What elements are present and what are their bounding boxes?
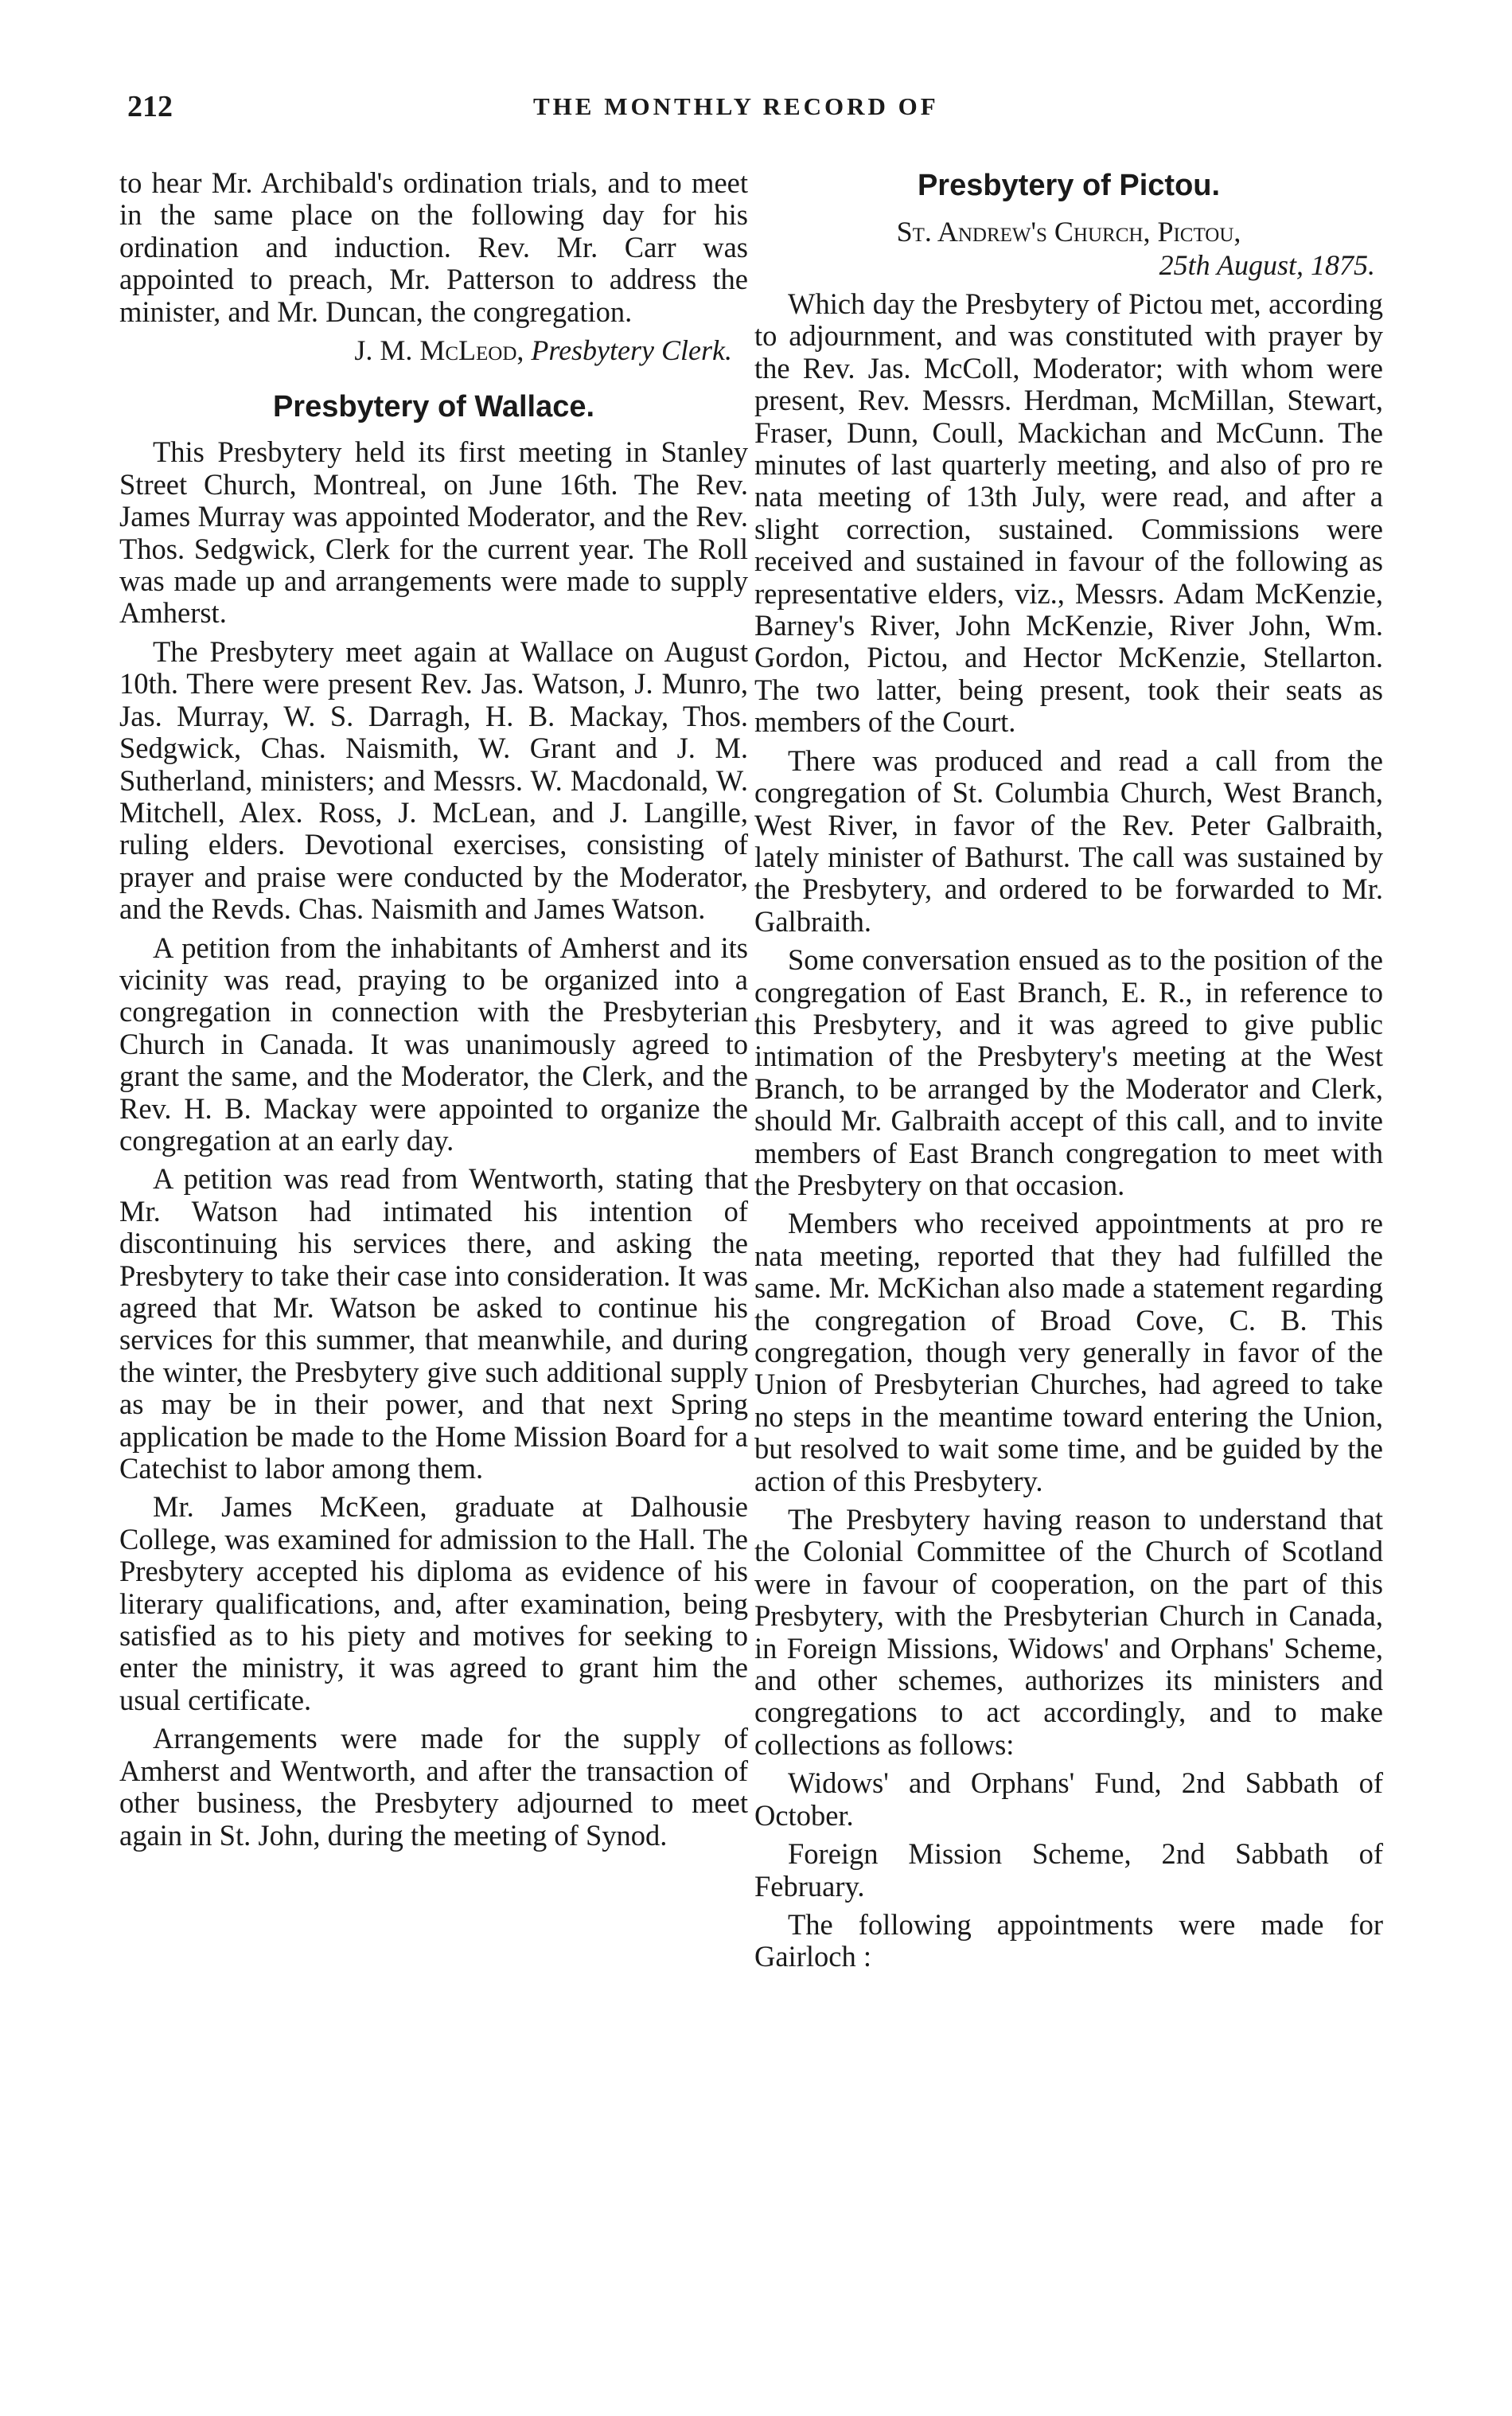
paragraph: A petition from the inhabitants of Amherst and its vicinity was read, praying to be organized into a congregation in connection with the Presbyterian Church in Canada. It was unanimously agreed to grant the same, and the Moderator, the Clerk, and the Rev. H. B. Mackay were appointed to organize the congregation at an early day. [119,931,748,1157]
left-column [119,167,748,1858]
right-column [754,167,1383,1980]
section-heading-wallace: Presbytery of Wallace. [272,390,595,424]
paragraph: Foreign Mission Scheme, 2nd Sabbath of February. [754,1837,1383,1903]
signature-name: J. M. McLeod, [354,334,524,367]
section-heading-pictou: Presbytery of Pictou. [917,169,1221,202]
page-number: 212 [127,90,173,123]
paragraph: to hear Mr. Archibald's ordination trials, and to meet in the same place on the following day for his ordination and induction. Rev. Mr. Carr was appointed to preach, Mr. Patterson to address the minister, and Mr. Duncan, the congregation. [119,166,748,328]
signature-title: Presbytery Clerk. [531,334,732,367]
paragraph: Widows' and Orphans' Fund, 2nd Sabbath of October. [754,1766,1383,1832]
paragraph: Some conversation ensued as to the position of the congregation of East Branch, E. R., in reference to this Presbytery, and it was agreed to give public intimation of the Presbytery's meeting at the West Branch, to be arranged by the Moderator and Clerk, should Mr. Galbraith accept of this call, and to invite members of East Branch congregation to meet with the Presbytery on that occasion. [754,943,1383,1201]
clerk-signature [119,334,732,366]
paragraph: The Presbytery meet again at Wallace on August 10th. There were present Rev. Jas. Watson, J. Munro, Jas. Murray, W. S. Darragh, H. B. Mackay, Thos. Sedgwick, Chas. Naismith, W. Grant and J. M. Sutherland, ministers; and Messrs. W. Macdonald, W. Mitchell, Alex. Ross, J. McLean, and J. Langille, ruling elders. Devotional exercises, consisting of prayer and praise were conducted by the Moderator, and the Revds. Chas. Naismith and James Watson. [119,634,748,926]
paragraph: The Presbytery having reason to understand that the Colonial Committee of the Church of Scotland were in favour of cooperation, on the part of this Presbytery, with the Presbyterian Church in Canada, in Foreign Missions, Widows' and Orphans' Scheme, and other schemes, authorizes its ministers and congregations to act accordingly, and to make collections as follows: [754,1503,1383,1761]
paragraph: The following appointments were made for Gairloch : [754,1907,1383,1973]
paragraph: Arrangements were made for the supply of Amherst and Wentworth, and after the transaction of other business, the Presbytery adjourned to meet again in St. John, during the meeting of Synod. [119,1722,748,1852]
dateline-place: St. Andrew's Church, Pictou, [896,216,1241,248]
paragraph: A petition was read from Wentworth, stating that Mr. Watson had intimated his intention of discontinuing his services there, and asking the Presbytery to take their case into consideration. It was agreed that Mr. Watson be asked to continue his services for this summer, that meanwhile, and during the winter, the Presbytery give such additional supply as may be in their power, and that next Spring application be made to the Home Mission Board for a Catechist to labor among them. [119,1162,748,1485]
paragraph: Which day the Presbytery of Pictou met, according to adjournment, and was constituted with prayer by the Rev. Jas. McColl, Moderator; with whom were present, Rev. Messrs. Herdman, McMillan, Stewart, Fraser, Dunn, Coull, Mackichan and McCunn. The minutes of last quarterly meeting, and also of pro re nata meeting of 13th July, were read, and after a slight correction, sustained. Commissions were received and sustained in favour of the following as representative elders, viz., Messrs. Adam McKenzie, Barney's River, John McKenzie, River John, Wm. Gordon, Pictou, and Hector McKenzie, Stellarton. The two latter, being present, took their seats as members of the Court. [754,287,1383,739]
dateline-date: 25th August, 1875. [1159,249,1375,281]
paragraph: Mr. James McKeen, graduate at Dalhousie College, was examined for admission to the Hall. The Presbytery accepted his diploma as evidence of his literary qualifications, and, after examination, being satisfied as to his piety and motives for seeking to enter the ministry, it was agreed to grant him the usual certificate. [119,1490,748,1716]
paragraph: Members who received appointments at pro re nata meeting, reported that they had fulfilled the same. Mr. McKichan also made a statement regarding the congregation of Broad Cove, C. B. This congregation, though very generally in favor of the Union of Presbyterian Churches, had agreed to take no steps in the meantime toward entering the Union, but resolved to wait some time, and be guided by the action of this Presbytery. [754,1207,1383,1497]
paragraph: This Presbytery held its first meeting in Stanley Street Church, Montreal, on June 16th. The Rev. James Murray was appointed Moderator, and the Rev. Thos. Sedgwick, Clerk for the current year. The Roll was made up and arrangements were made to supply Amherst. [119,435,748,630]
running-head: THE MONTHLY RECORD OF [533,92,939,120]
page-header [119,89,1377,137]
paragraph: There was produced and read a call from the congregation of St. Columbia Church, West Branch, West River, in favor of the Rev. Peter Galbraith, lately minister of Bathurst. The call was sustained by the Presbytery, and ordered to be forwarded to Mr. Galbraith. [754,744,1383,938]
